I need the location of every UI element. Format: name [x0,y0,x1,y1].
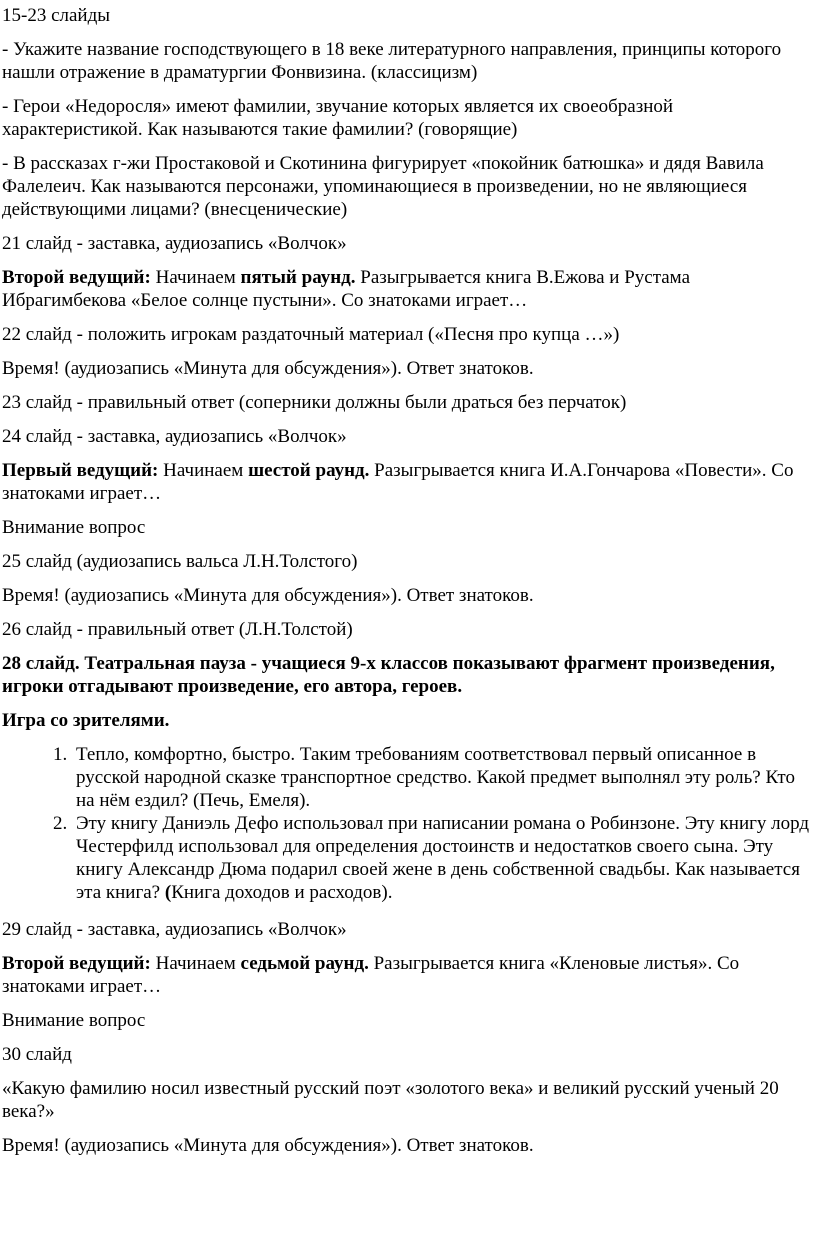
speaker-label: Второй ведущий: [2,267,151,288]
paragraph-time: Время! (аудиозапись «Минута для обсуждения»). Ответ знатоков. [2,585,534,606]
theatre-pause-heading: 28 слайд. Театральная пауза - учащиеся 9-х классов показывают фрагмент произведения, игроки отгадывают произведение, его автора, героев. [2,653,775,697]
paragraph-question-surnames: - Герои «Недоросля» имеют фамилии, звучание которых является их своеобразной характеристикой. Как называются такие фамилии? (говорящие) [2,96,674,140]
paragraph-slide-23: 23 слайд - правильный ответ (соперники должны были драться без перчаток) [2,392,627,413]
round-label: шестой раунд. [248,460,370,481]
round-text: Разыгрывается книга «Кленовые листья». Со знатоками играет… [2,953,740,997]
speaker-label: Второй ведущий: [2,953,151,974]
paragraph-slide-26: 26 слайд - правильный ответ (Л.Н.Толстой) [2,619,353,640]
round-label: седьмой раунд. [240,953,369,974]
audience-game-heading: Игра со зрителями. [2,710,170,731]
speaker-label: Первый ведущий: [2,460,159,481]
paragraph-question-classicism: - Укажите название господствующего в 18 веке литературного направления, принципы которого нашли отражение в драматургии Фонвизина. (классицизм) [2,39,782,83]
paragraph-round-6 [2,459,816,505]
round-text: Разыгрывается книга И.А.Гончарова «Повести». Со знатоками играет… [2,460,794,504]
paragraph-audience-game [2,709,816,732]
paragraph-attention: Внимание вопрос [2,1010,146,1031]
paragraph-question-offstage: - В рассказах г-жи Простаковой и Скотинина фигурирует «покойник батюшка» и дядя Вавила Фалелеич. Как называются персонажи, упоминающиеся в произведении, но не являющиеся действующими лицами? (внесценические) [2,153,764,220]
paragraph-slide-21: 21 слайд - заставка, аудиозапись «Волчок» [2,233,347,254]
list-item-answer: Книга доходов и расходов). [171,882,393,903]
paragraph-slide-25: 25 слайд (аудиозапись вальса Л.Н.Толстого) [2,551,358,572]
paragraph-question-surname: «Какую фамилию носил известный русский поэт «золотого века» и великий русский ученый 20 века?» [2,1078,779,1122]
paragraph-slide-29: 29 слайд - заставка, аудиозапись «Волчок» [2,919,347,940]
round-label: пятый раунд. [240,267,356,288]
round-text: Начинаем [150,953,241,974]
list-item [72,812,816,904]
paragraph-attention: Внимание вопрос [2,517,146,538]
paragraph-slide-24: 24 слайд - заставка, аудиозапись «Волчок» [2,426,347,447]
round-text: Разыгрывается книга В.Ежова и Рустама Ибрагимбекова «Белое солнце пустыни». Со знатоками играет… [2,267,691,311]
paragraph-round-7 [2,952,816,998]
paragraph-slide-22: 22 слайд - положить игрокам раздаточный материал («Песня про купца …») [2,324,620,345]
audience-questions-list [2,743,816,904]
paragraph-slide-30: 30 слайд [2,1044,72,1065]
paragraph-slides-range: 15-23 слайды [2,5,111,26]
list-item-text: Тепло, комфортно, быстро. Таким требованиям соответствовал первый описанное в русской народной сказке транспортное средство. Какой предмет выполнял эту роль? Кто на нём ездил? (Печь, Емеля). [76,744,795,811]
paragraph-theatre-pause [2,652,816,698]
list-item [72,743,816,812]
paragraph-round-5 [2,266,816,312]
list-item-bold-paren: ( [164,882,172,903]
list-item-text: Эту книгу Даниэль Дефо использовал при написании романа о Робинзоне. Эту книгу лорд Честерфилд использовал для определения достоинств и недостатков своего сына. Эту книгу Александр Дюма подарил своей жене в день собственной свадьбы. Как называется эта книга? [76,813,810,903]
round-text: Начинаем [158,460,249,481]
paragraph-time: Время! (аудиозапись «Минута для обсуждения»). Ответ знатоков. [2,1135,534,1156]
round-text: Начинаем [150,267,241,288]
paragraph-time: Время! (аудиозапись «Минута для обсуждения»). Ответ знатоков. [2,358,534,379]
